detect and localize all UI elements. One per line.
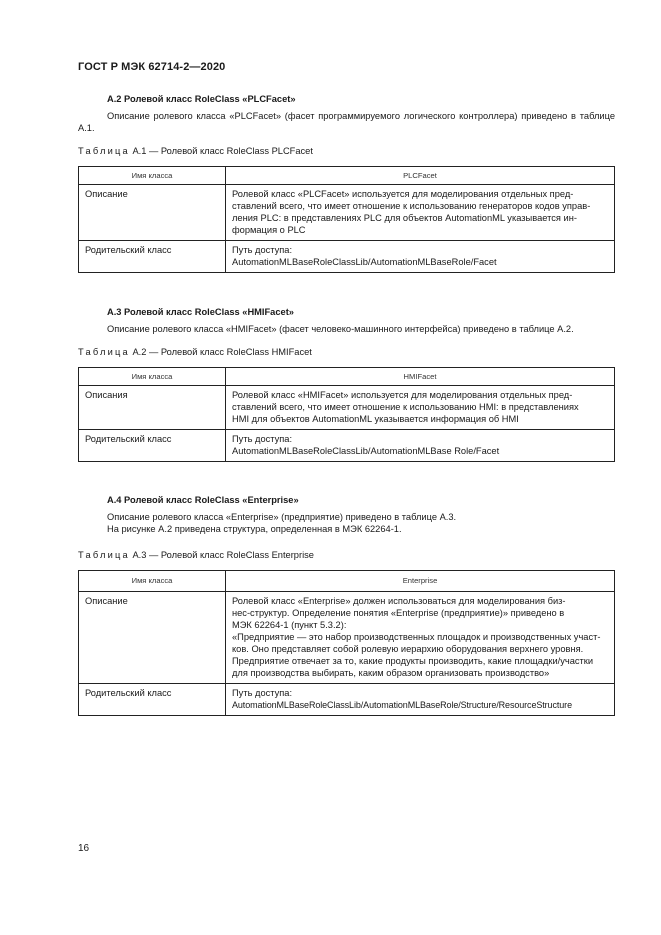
table-caption-a1 [78,145,615,157]
caption-prefix: Таблица [78,347,130,357]
table-row-description [79,185,615,241]
text-line: нес-структур. Определение понятия «Enterprise (предприятие)» приведено в [232,608,565,618]
section-a2 [78,93,615,134]
text-line: ставлений всего, что имеет отношение к использованию генераторов кодов управ- [232,201,591,211]
row-value [226,185,615,241]
section-paragraph: Описание ролевого класса «PLCFacet» (фасет программируемого логического контроллера) приведено в таблице А.1. [78,111,615,133]
caption-text: А.3 — Ролевой класс RoleClass Enterprise [129,550,314,560]
text-line: формация о PLC [232,225,306,235]
header-cell-class-name: Имя класса [79,167,226,185]
row-label: Описания [79,386,226,430]
text-line: МЭК 62264-1 (пункт 5.3.2): [232,620,347,630]
text-line: Ролевой класс «PLCFacet» используется для моделирования отдельных пред- [232,189,574,199]
section-a3 [78,306,615,335]
header-cell-class-value: PLCFacet [226,167,615,185]
text-line: Путь доступа: [232,245,293,255]
text-line: HMI для объектов AutomationML указывается информация об HMI [232,414,519,424]
section-title: А.3 Ролевой класс RoleClass «HMIFacet» [107,307,294,317]
row-label: Родительский класс [79,684,226,716]
document-code-header: ГОСТ Р МЭК 62714-2—2020 [78,61,226,73]
section-paragraph: Описание ролевого класса «HMIFacet» (фасет человеко-машинного интерфейса) приведено в таблице А.2. [107,324,574,334]
table-row-description [79,592,615,684]
text-line: ления PLC: в представлениях PLC для объектов AutomationML указывается ин- [232,213,577,223]
row-value [226,592,615,684]
row-label: Описание [79,592,226,684]
text-line: AutomationMLBaseRoleClassLib/AutomationMLBaseRole/Structure/ResourceStructure [232,700,572,710]
table-a1 [78,166,615,273]
caption-text: А.1 — Ролевой класс RoleClass PLCFacet [129,146,313,156]
row-label: Родительский класс [79,241,226,273]
header-cell-class-name: Имя класса [79,571,226,592]
text-line: «Предприятие — это набор производственных площадок и производственных участ- [232,632,601,642]
section-a4 [78,494,615,535]
row-value [226,684,615,716]
text-line: Ролевой класс «Enterprise» должен использоваться для моделирования биз- [232,596,566,606]
text-line: ставлений всего, что имеет отношение к использованию HMI: в представлениях [232,402,579,412]
section-title: А.2 Ролевой класс RoleClass «PLCFacet» [107,94,296,104]
table-row-parent-class [79,684,615,716]
table-row-description [79,386,615,430]
table-header-row [79,167,615,185]
caption-prefix: Таблица [78,550,130,560]
text-line: Путь доступа: [232,688,293,698]
table-row-parent-class [79,430,615,462]
section-paragraph: На рисунке А.2 приведена структура, определенная в МЭК 62264-1. [107,524,402,534]
text-line: Предприятие отвечает за то, какие продукты производить, какие площадки/участки [232,656,594,666]
row-value [226,386,615,430]
header-cell-class-value: Enterprise [226,571,615,592]
text-line: Путь доступа: [232,434,293,444]
text-line: Ролевой класс «HMIFacet» используется для моделирования отдельных пред- [232,390,573,400]
header-cell-class-value: HMIFacet [226,368,615,386]
text-line: ков. Оно представляет собой ролевую иерархию оборудования верхнего уровня. [232,644,584,654]
table-row-parent-class [79,241,615,273]
row-label: Родительский класс [79,430,226,462]
table-a3 [78,570,615,716]
caption-text: А.2 — Ролевой класс RoleClass HMIFacet [129,347,312,357]
row-value [226,241,615,273]
text-line: AutomationMLBaseRoleClassLib/AutomationMLBaseRole/Facet [232,257,497,267]
section-title: А.4 Ролевой класс RoleClass «Enterprise» [107,495,299,505]
row-value [226,430,615,462]
page-number: 16 [78,843,90,854]
caption-prefix: Таблица [78,146,130,156]
table-caption-a3 [78,549,615,561]
table-a2 [78,367,615,462]
table-caption-a2 [78,346,615,358]
table-header-row [79,368,615,386]
row-label: Описание [79,185,226,241]
section-paragraph: Описание ролевого класса «Enterprise» (предприятие) приведено в таблице А.3. [107,512,457,522]
text-line: для производства выбирать, каким образом организовать производство» [232,668,550,678]
text-line: AutomationMLBaseRoleClassLib/AutomationMLBase Role/Facet [232,446,500,456]
table-header-row [79,571,615,592]
header-cell-class-name: Имя класса [79,368,226,386]
